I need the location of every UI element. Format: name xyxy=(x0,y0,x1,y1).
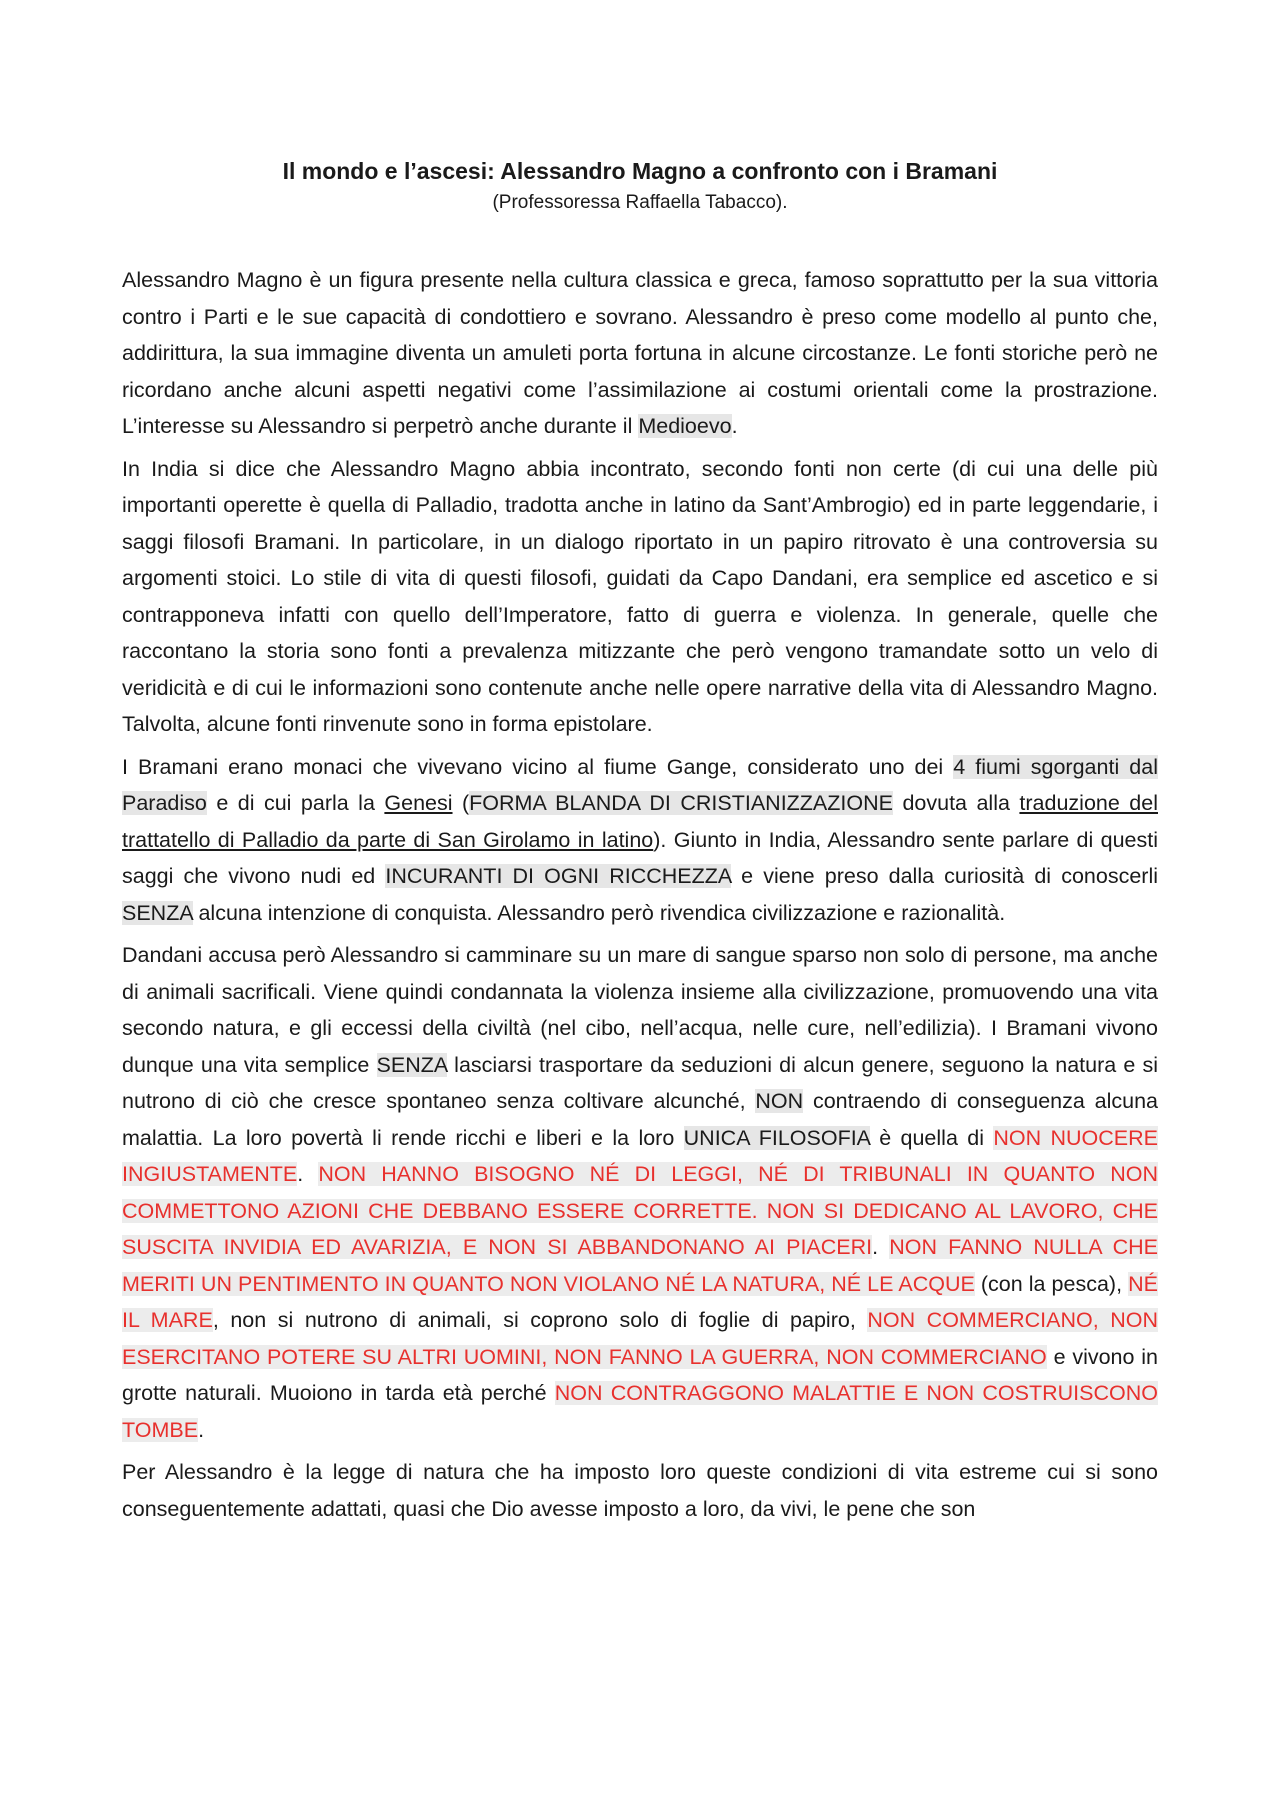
underlined-text: Genesi xyxy=(384,791,453,815)
highlight: SENZA xyxy=(376,1052,448,1077)
paragraph-4 xyxy=(122,937,1158,1448)
highlight: NON xyxy=(755,1089,804,1113)
underlined-text: traduzione del trattatello di Palladio da parte di San Girolamo in latino xyxy=(122,791,1158,852)
red-highlight: NÉ IL MARE xyxy=(122,1271,1158,1332)
highlight: UNICA FILOSOFIA xyxy=(683,1125,870,1150)
text-run: . xyxy=(872,1235,890,1259)
text-run: contraendo di conseguenza alcuna malattia. La loro povertà li rende ricchi e liberi e la loro xyxy=(122,1089,1159,1150)
document-body xyxy=(122,262,1158,1533)
text-run: e di cui parla la xyxy=(206,791,385,815)
highlight: FORMA BLANDA DI CRISTIANIZZAZIONE xyxy=(469,791,893,815)
text-run: Per Alessandro è la legge di natura che ha imposto loro queste condizioni di vita estreme cui si sono conseguentemente adattati, quasi che Dio avesse imposto a loro, da vivi, le pene che son xyxy=(122,1460,1158,1521)
red-highlight: NON HANNO BISOGNO NÉ DI LEGGI, NÉ DI TRIBUNALI IN QUANTO NON COMMETTONO AZIONI CHE DEBBANO ESSERE CORRETTE. NON SI DEDICANO AL LAVORO, CHE SUSCITA INVIDIA ED AVARIZIA, E NON SI ABBANDONANO AI PIACERI xyxy=(122,1162,1158,1259)
text-run: alcuna intenzione di conquista. Alessandro però rivendica civilizzazione e razionalità. xyxy=(192,900,1006,925)
text-run: Alessandro Magno è un figura presente nella cultura classica e greca, famoso soprattutto per la sua vittoria contro i Parti e le sue capacità di condottiero e sovrano. Alessandro è preso come modello al punto che, addirittura, la sua immagine diventa un amuleti porta fortuna in alcune circostanze. Le fonti storiche però ne ricordano anche alcuni aspetti negativi come l’assimilazione ai costumi orientali come la prostrazione. L’interesse su Alessandro si perpetrò anche durante il xyxy=(122,268,1158,438)
paragraph-2 xyxy=(122,451,1158,743)
text-run: . xyxy=(297,1162,319,1186)
red-highlight: NON CONTRAGGONO MALATTIE E NON COSTRUISCONO TOMBE xyxy=(122,1381,1158,1442)
highlight: SENZA xyxy=(122,900,193,925)
text-run: ). Giunto in India, Alessandro sente parlare di questi saggi che vivono nudi ed xyxy=(122,827,1159,888)
highlight: 4 fiumi sgorganti dal Paradiso xyxy=(122,754,1158,815)
red-highlight: NON FANNO NULLA CHE MERITI UN PENTIMENTO IN QUANTO NON VIOLANO NÉ LA NATURA, NÉ LE ACQUE xyxy=(122,1235,1158,1296)
text-run: . xyxy=(731,414,738,438)
text-run: Dandani accusa però Alessandro si camminare su un mare di sangue sparso non solo di persone, ma anche di animali sacrificali. Viene quindi condannata la violenza insieme alla civilizzazione, promuovendo una vita secondo natura, e gli eccessi della civiltà (nel cibo, nell’acqua, nelle cure, nell’edilizia). I Bramani vivono dunque una vita semplice xyxy=(122,943,1158,1077)
paragraph-5 xyxy=(122,1454,1158,1527)
text-run: lasciarsi trasportare da seduzioni di alcun genere, seguono la natura e si nutrono di ciò che cresce spontaneo senza coltivare alcunché, xyxy=(122,1052,1158,1113)
text-run: dovuta alla xyxy=(892,791,1020,815)
text-run: (con la pesca), xyxy=(974,1271,1129,1296)
text-run: ( xyxy=(452,791,470,815)
text-run: I Bramani erano monaci che vivevano vicino al fiume Gange, considerato uno dei xyxy=(122,754,954,779)
text-run: In India si dice che Alessandro Magno abbia incontrato, secondo fonti non certe (di cui una delle più importanti operette è quella di Palladio, tradotta anche in latino da Sant’Ambrogio) ed in parte leggendarie, i saggi filosofi Bramani. In particolare, in un dialogo riportato in un papiro ritrovato è una controversia su argomenti stoici. Lo stile di vita di questi filosofi, guidati da Capo Dandani, era semplice ed ascetico e si contrapponeva infatti con quello dell’Imperatore, fatto di guerra e violenza. In generale, quelle che raccontano la storia sono fonti a prevalenza mitizzante che però vengono tramandate sotto un velo di veridicità e di cui le informazioni sono contenute anche nelle opere narrative della vita di Alessandro Magno. Talvolta, alcune fonti rinvenute sono in forma epistolare. xyxy=(122,456,1158,736)
paragraph-1 xyxy=(122,262,1158,445)
page-subtitle: (Professoressa Raffaella Tabacco). xyxy=(492,192,788,213)
highlight: INCURANTI DI OGNI RICCHEZZA xyxy=(385,864,732,888)
text-run: e vivono in grotte naturali. Muoiono in tarda età perché xyxy=(122,1344,1158,1405)
red-highlight: NON NUOCERE INGIUSTAMENTE xyxy=(122,1125,1159,1186)
text-run: è quella di xyxy=(869,1125,994,1150)
text-run: , non si nutrono di animali, si coprono solo di foglie di papiro, xyxy=(212,1308,868,1332)
page-title: Il mondo e l’ascesi: Alessandro Magno a confronto con i Bramani xyxy=(282,158,998,184)
highlight: Medioevo xyxy=(638,414,732,438)
text-run: e viene preso dalla curiosità di conoscerli xyxy=(731,864,1158,888)
red-highlight: NON COMMERCIANO, NON ESERCITANO POTERE SU ALTRI UOMINI, NON FANNO LA GUERRA, NON COMMERCIANO xyxy=(122,1308,1158,1369)
text-run: . xyxy=(198,1417,205,1442)
paragraph-3 xyxy=(122,749,1158,932)
